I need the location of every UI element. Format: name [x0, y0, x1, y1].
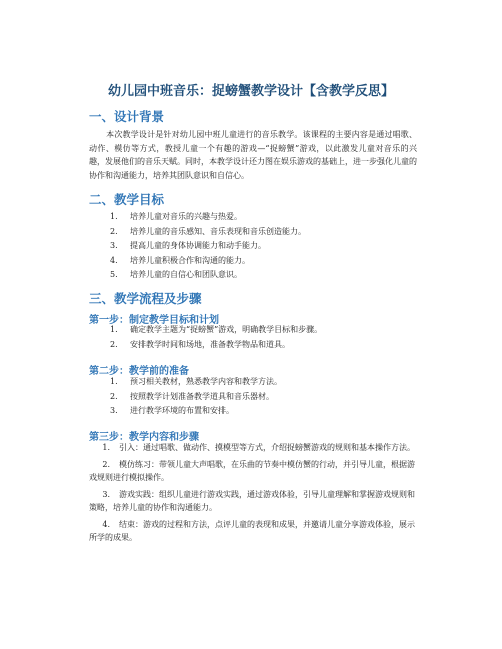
list-item [89, 225, 419, 240]
list-text: 提高儿童的身体协调能力和动手能力。 [130, 241, 266, 250]
list-number: 2. [110, 226, 118, 236]
list-item [89, 404, 419, 419]
list-item [89, 488, 419, 515]
list-text: 模仿练习：带领儿童大声唱歌，在乐曲的节奏中模仿蟹的行动，并引导儿童，根据游戏规则进行模拟操作。 [89, 459, 415, 482]
list-item [89, 338, 419, 353]
background-paragraph [89, 128, 417, 182]
list-item [89, 268, 419, 283]
list-text: 培养儿童积极合作和沟通的能力。 [130, 255, 250, 265]
list-number: 1. [102, 443, 110, 452]
step2-heading: 第二步：教学前的准备 [89, 366, 189, 377]
step3-list [89, 441, 419, 548]
list-text: 预习相关教材，熟悉教学内容和教学方法。 [130, 377, 282, 386]
list-number: 2. [102, 459, 110, 469]
step1-heading: 第一步：制定教学目标和计划 [89, 315, 219, 326]
list-text: 培养儿童对音乐的兴趣与热爱。 [130, 212, 242, 221]
list-item [89, 441, 419, 455]
list-number: 3. [102, 489, 110, 499]
list-number: 1. [110, 212, 118, 221]
list-item [89, 254, 419, 269]
list-item [89, 458, 419, 485]
list-item [89, 239, 419, 254]
list-number: 2. [110, 391, 118, 401]
list-item [89, 323, 419, 338]
section-heading-process: 三、教学流程及步骤 [89, 291, 202, 306]
step2-list [89, 375, 419, 419]
section-heading-background: 一、设计背景 [89, 109, 165, 124]
list-number: 5. [110, 270, 118, 279]
list-number: 3. [110, 406, 118, 415]
step1-list [89, 323, 419, 352]
list-item [89, 390, 419, 405]
list-text: 游戏实践：组织儿童进行游戏实践，通过游戏体验，引导儿童理解和掌握游戏规则和策略，培养儿童的协作和沟通能力。 [89, 489, 415, 512]
goals-list [89, 210, 419, 283]
list-number: 1. [110, 377, 118, 386]
list-item [89, 375, 419, 390]
list-number: 4. [102, 519, 110, 529]
list-text: 按照教学计划准备教学道具和音乐器材。 [130, 391, 274, 401]
list-number: 2. [110, 339, 118, 349]
list-text: 确定教学主题为“捉螃蟹”游戏，明确教学目标和步骤。 [130, 325, 323, 334]
list-text: 进行教学环境的布置和安排。 [130, 406, 234, 415]
list-item [89, 518, 419, 545]
list-number: 4. [110, 255, 118, 265]
list-text: 结束：游戏的过程和方法，点评儿童的表现和成果，并邀请儿童分享游戏体验，展示所学的成果。 [89, 519, 415, 542]
list-number: 3. [110, 241, 118, 250]
list-text: 安排教学时间和场地，准备教学物品和道具。 [130, 339, 290, 349]
list-text: 引入：通过唱歌、做动作、摸模型等方式，介绍捉螃蟹游戏的规则和基本操作方法。 [119, 443, 415, 452]
list-text: 培养儿童的音乐感知、音乐表现和音乐创造能力。 [130, 226, 306, 236]
list-item [89, 210, 419, 225]
background-paragraph-text: 本次教学设计是针对幼儿园中班儿童进行的音乐教学。该课程的主要内容是通过唱歌、动作、模仿等方式，教授儿童一个有趣的游戏—“捉螃蟹”游戏，以此激发儿童对音乐的兴趣，发展他们的音乐天赋。同时，本教学设计还力图在娱乐游戏的基础上，进一步强化儿童的协作和沟通能力，培养其团队意识和自信心。 [89, 130, 417, 180]
list-text: 培养儿童的自信心和团队意识。 [130, 270, 242, 279]
document-title: 幼儿园中班音乐：捉螃蟹教学设计【含教学反思】 [107, 84, 394, 99]
section-heading-goals: 二、教学目标 [89, 192, 165, 207]
list-number: 1. [110, 325, 118, 334]
step3-heading: 第三步：教学内容和步骤 [89, 432, 199, 443]
